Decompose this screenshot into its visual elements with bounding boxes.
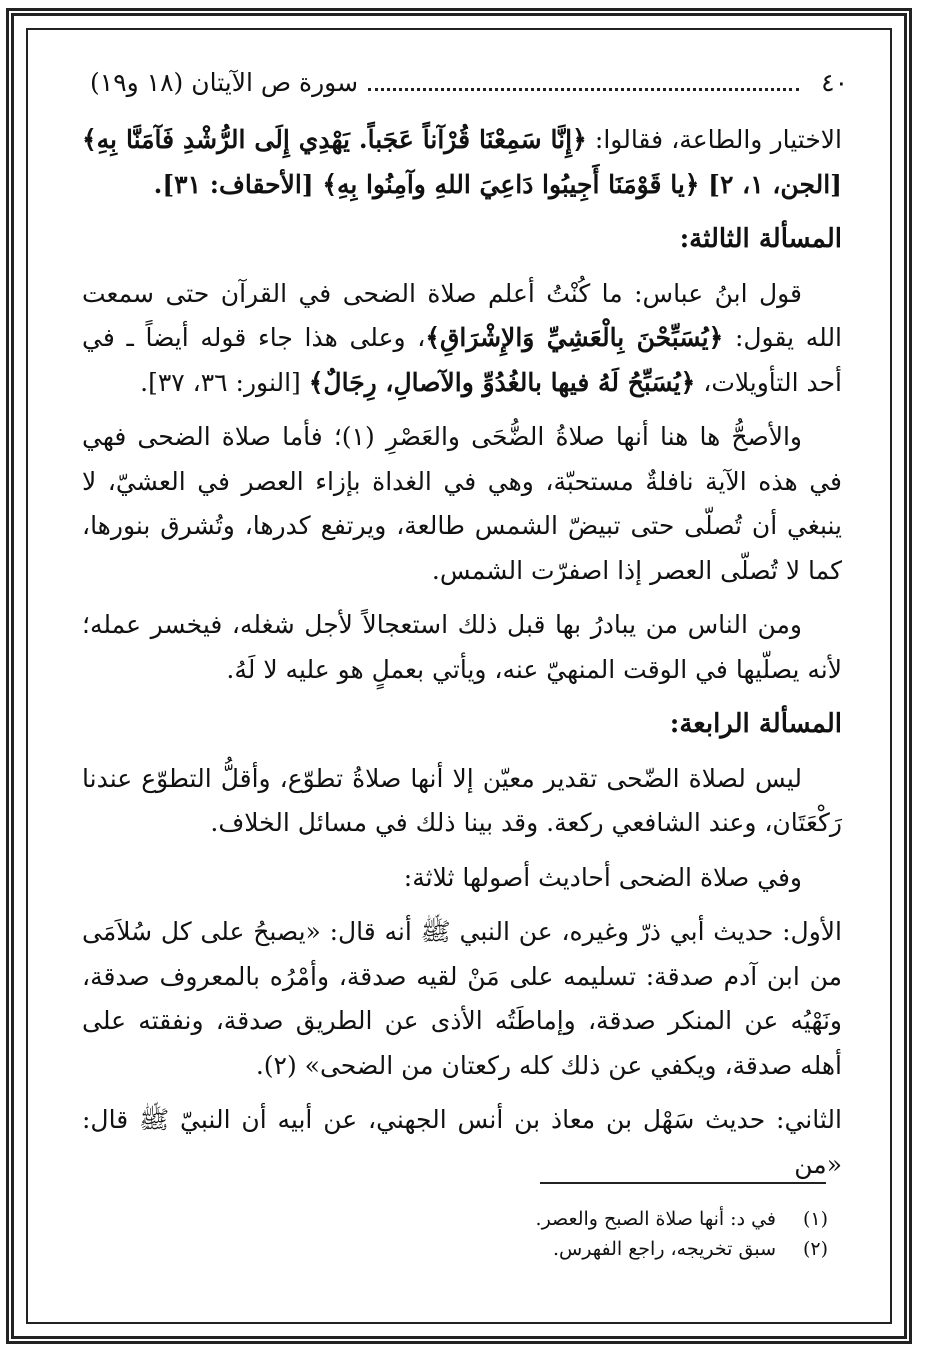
footnote-separator	[540, 1182, 826, 1184]
section-heading-3: المسألة الثالثة:	[679, 224, 842, 254]
paragraph-3: والأصحُّ ها هنا أنها صلاةُ الضُّحَى والعَصْرِ (١)؛ فأما صلاة الضحى فهي في هذه الآية نافلةٌ مستحبّة، وهي في الغداة بإزاء العصر في العشيّ، لا ينبغي أن تُصلّى حتى تبيضّ الشمس طالعة، ويرتفع كدرها، وتُشرق بنورها، كما لا تُصلّى العصر إذا اصفرّت الشمس.	[82, 422, 842, 585]
p2-middle: ، وعلى هذا جاء قوله أيضاً ـ في أحد التأويلات،	[82, 323, 842, 397]
quran-reference: [الجن، ١، ٢]	[699, 169, 842, 199]
quran-quote: ﴿إِنَّا سَمِعْنَا قُرْآناً عَجَباً. يَهْدِي إِلَى الرُّشْدِ فَآمَنَّا بِهِ﴾	[82, 125, 587, 154]
paragraph-8: الثاني: حديث سَهْل بن معاذ بن أنس الجهني، عن أبيه أن النبيّ ﷺ قال: «من	[82, 1105, 842, 1179]
footnote-text: في د: أنها صلاة الصبح والعصر.	[535, 1208, 776, 1230]
header-dotted-leader	[368, 74, 799, 91]
quran-reference: [الأحقاف: ٣١].	[153, 169, 323, 199]
paragraph-4: ومن الناس من يبادرُ بها قبل ذلك استعجالاً لأجل شغله، فيخسر عمله؛ لأنه يصلّيها في الوقت المنهيّ عنه، ويأتي بعملٍ هو عليه لا لَهُ.	[82, 610, 842, 684]
quran-quote: ﴿يُسَبِّحْنَ بِالْعَشِيِّ وَالإِشْرَاقِ﴾	[425, 323, 724, 352]
footnotes	[208, 1204, 828, 1264]
page-number: ٤٠	[821, 67, 848, 97]
paragraph-2	[82, 272, 842, 406]
paragraph-1	[82, 118, 842, 207]
paragraph-5: ليس لصلاة الضّحى تقدير معيّن إلا أنها صلاةُ تطوّع، وأقلُّ التطوّع عندنا رَكْعَتَان، وعند الشافعي ركعة. وقد بينا ذلك في مسائل الخلاف.	[82, 763, 842, 837]
paragraph-7: الأول: حديث أبي ذرّ وغيره، عن النبي ﷺ أنه قال: «يصبحُ على كل سُلاَمَى من ابن آدم صدقة: تسليمه على مَنْ لقيه صدقة، وأمْرُه بالمعروف صدقة، ونَهْيُه عن المنكر صدقة، وإماطَتُه الأذى عن الطريق صدقة، ونفقته على أهله صدقة، ويكفي عن ذلك كله ركعتان من الضحى» (٢).	[82, 917, 842, 1080]
p2-intro: قول ابنُ عباس: ما كُنْتُ أعلم صلاة الضحى في القرآن حتى سمعت الله يقول:	[82, 278, 843, 352]
section-heading-4: المسألة الرابعة:	[669, 709, 842, 739]
quran-quote: ﴿يُسَبِّحُ لَهُ فيها بالغُدُوِّ والآصالِ، رِجَالٌ﴾	[308, 367, 696, 397]
footnote-number: (٢)	[802, 1238, 828, 1260]
footnote-item	[208, 1204, 828, 1234]
p1-intro: الاختيار والطاعة، فقالوا:	[586, 125, 843, 154]
page-header	[90, 62, 848, 102]
quran-quote: ﴿يا قَوْمَنَا أَجِيبُوا دَاعِيَ اللهِ وآمِنُوا بِهِ﴾	[322, 169, 700, 199]
running-title: سورة ص الآيتان (١٨ و١٩)	[90, 67, 359, 97]
paragraph-6: وفي صلاة الضحى أحاديث أصولها ثلاثة:	[403, 862, 802, 892]
footnote-number: (١)	[802, 1208, 828, 1230]
quran-reference: [النور: ٣٦، ٣٧].	[140, 367, 309, 397]
footnote-item	[208, 1234, 828, 1264]
main-text	[82, 118, 842, 1197]
footnote-text: سبق تخريجه، راجع الفهرس.	[553, 1238, 776, 1260]
